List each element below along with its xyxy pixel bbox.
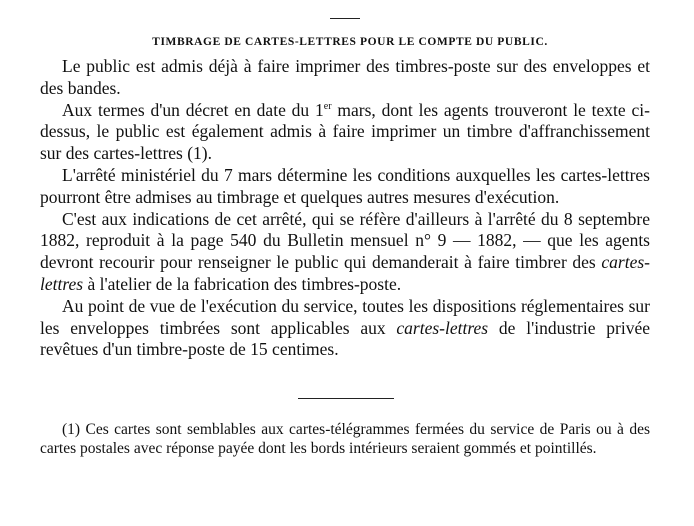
paragraph-5-after: de l'industrie privée revêtues d'un timbre-poste de 15 centimes. bbox=[40, 317, 650, 360]
footnote-separator bbox=[298, 398, 394, 399]
top-rule bbox=[330, 18, 360, 19]
paragraph-4-before: C'est aux indications de cet arrêté, qui se réfère d'ailleurs à l'arrêté du 8 septembre 1882, reproduit à la page 540 du Bulletin mensuel n° 9 — 1882, — que les agents devront recourir pour renseigner le public qui demanderait à faire timbrer des bbox=[40, 208, 650, 273]
paragraph-4-italic: cartes-lettres bbox=[40, 252, 650, 294]
paragraph-2-after: mars, dont les agents trouveront le texte ci-dessus, le public est également admis à faire imprimer un timbre d'affranchissement sur des cartes-lettres (1). bbox=[40, 99, 650, 164]
paragraph-4 bbox=[40, 209, 650, 296]
paragraph-2-superscript: er bbox=[323, 100, 332, 112]
paragraph-2 bbox=[40, 100, 650, 165]
paragraph-5 bbox=[40, 296, 650, 361]
footnote bbox=[40, 420, 650, 458]
footnote-text: (1) Ces cartes sont semblables aux cartes-télégrammes fermées du service de Paris ou à des cartes postales avec réponse payée dont les bords intérieurs seraient gommés et pointillés. bbox=[40, 421, 650, 457]
body-text bbox=[40, 56, 650, 361]
paragraph-1: Le public est admis déjà à faire imprimer des timbres-poste sur des enveloppes et des bandes. bbox=[40, 56, 650, 98]
paragraph-2-before: Aux termes d'un décret en date du 1 bbox=[62, 99, 324, 120]
paragraph-4-after: à l'atelier de la fabrication des timbres-poste. bbox=[83, 273, 402, 294]
paragraph-3: L'arrêté ministériel du 7 mars détermine les conditions auxquelles les cartes-lettres pourront être admises au timbrage et quelques autres mesures d'exécution. bbox=[40, 164, 650, 207]
paragraph-5-before: Au point de vue de l'exécution du service, toutes les dispositions réglementaires sur les enveloppes timbrées sont applicables aux bbox=[40, 295, 650, 338]
section-heading: TIMBRAGE DE CARTES-LETTRES POUR LE COMPTE DU PUBLIC. bbox=[152, 36, 548, 48]
paragraph-5-italic: cartes-lettres bbox=[396, 317, 489, 338]
